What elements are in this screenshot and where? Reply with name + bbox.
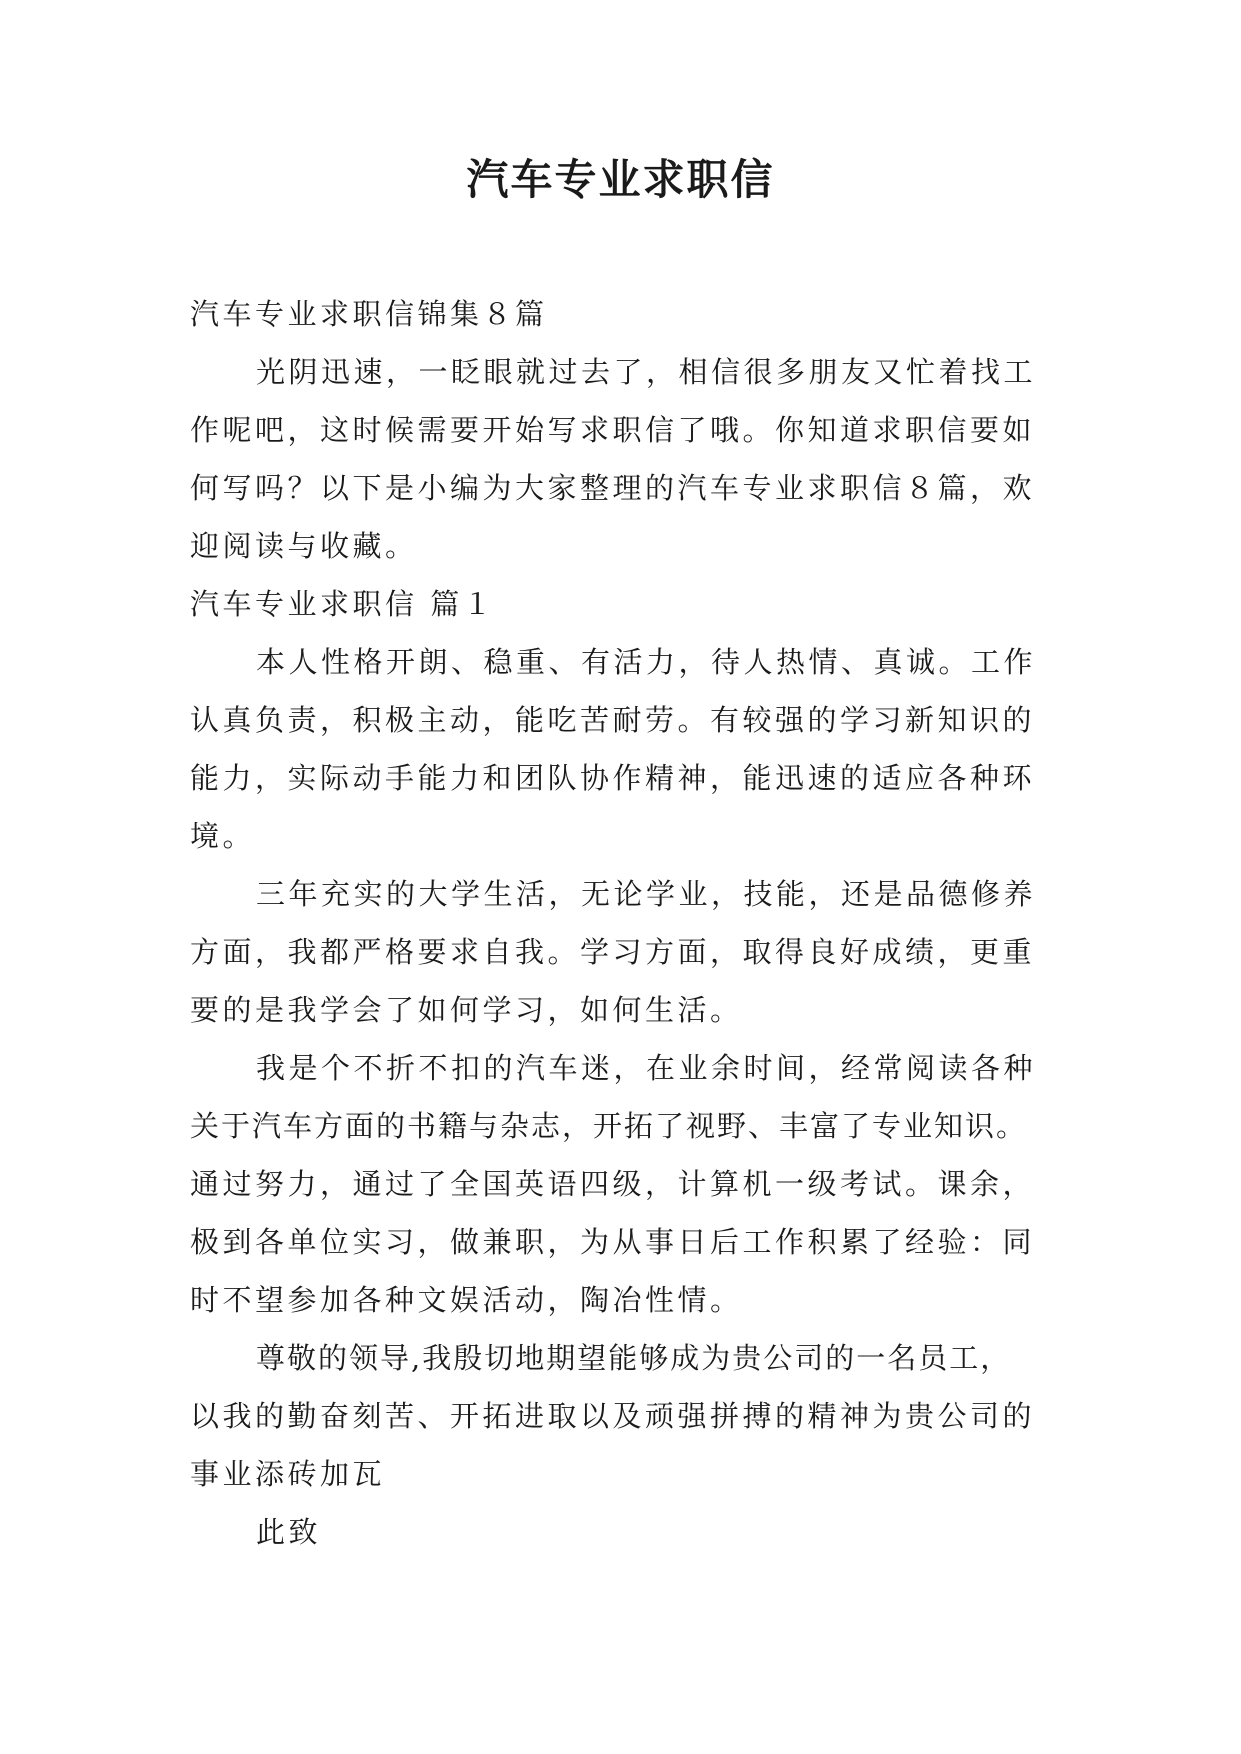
text-line: 汽车专业求职信锦集８篇 <box>190 297 548 331</box>
text-line: 三年充实的大学生活，无论学业，技能，还是品德修养 <box>256 877 1037 911</box>
text-line: 通过努力，通过了全国英语四级，计算机一级考试。课余， <box>190 1167 1036 1201</box>
text-line: 要的是我学会了如何学习，如何生活。 <box>190 993 743 1027</box>
text-line: 极到各单位实习，做兼职，为从事日后工作积累了经验：同 <box>190 1225 1036 1259</box>
text-line: 作呢吧，这时候需要开始写求职信了哦。你知道求职信要如 <box>190 413 1036 447</box>
text-line: 能力，实际动手能力和团队协作精神，能迅速的适应各种环 <box>190 761 1036 795</box>
text-line: 事业添砖加瓦 <box>190 1457 386 1491</box>
text-line: 关于汽车方面的书籍与杂志，开拓了视野、丰富了专业知识。 <box>190 1109 1028 1143</box>
text-line: 方面，我都严格要求自我。学习方面，取得良好成绩，更重 <box>190 935 1036 969</box>
text-line: 尊敬的领导,我殷切地期望能够成为贵公司的一名员工， <box>256 1341 1012 1375</box>
text-line: 迎阅读与收藏。 <box>190 529 418 563</box>
text-line: 以我的勤奋刻苦、开拓进取以及顽强拼搏的精神为贵公司的 <box>190 1399 1036 1433</box>
text-line: 本人性格开朗、稳重、有活力，待人热情、真诚。工作 <box>256 645 1037 679</box>
document-body <box>190 285 1050 1561</box>
text-line: 时不望参加各种文娱活动，陶冶性情。 <box>190 1283 743 1317</box>
text-line: 境。 <box>190 819 256 853</box>
text-line: 我是个不折不扣的汽车迷，在业余时间，经常阅读各种 <box>256 1051 1037 1085</box>
text-line: 此致 <box>256 1515 322 1549</box>
page-title: 汽车专业求职信 <box>466 155 775 204</box>
text-line: 汽车专业求职信 篇１ <box>190 587 496 621</box>
text-line: 认真负责，积极主动，能吃苦耐劳。有较强的学习新知识的 <box>190 703 1036 737</box>
text-line: 光阴迅速，一眨眼就过去了，相信很多朋友又忙着找工 <box>256 355 1037 389</box>
text-line: 何写吗？以下是小编为大家整理的汽车专业求职信８篇，欢 <box>190 471 1036 505</box>
